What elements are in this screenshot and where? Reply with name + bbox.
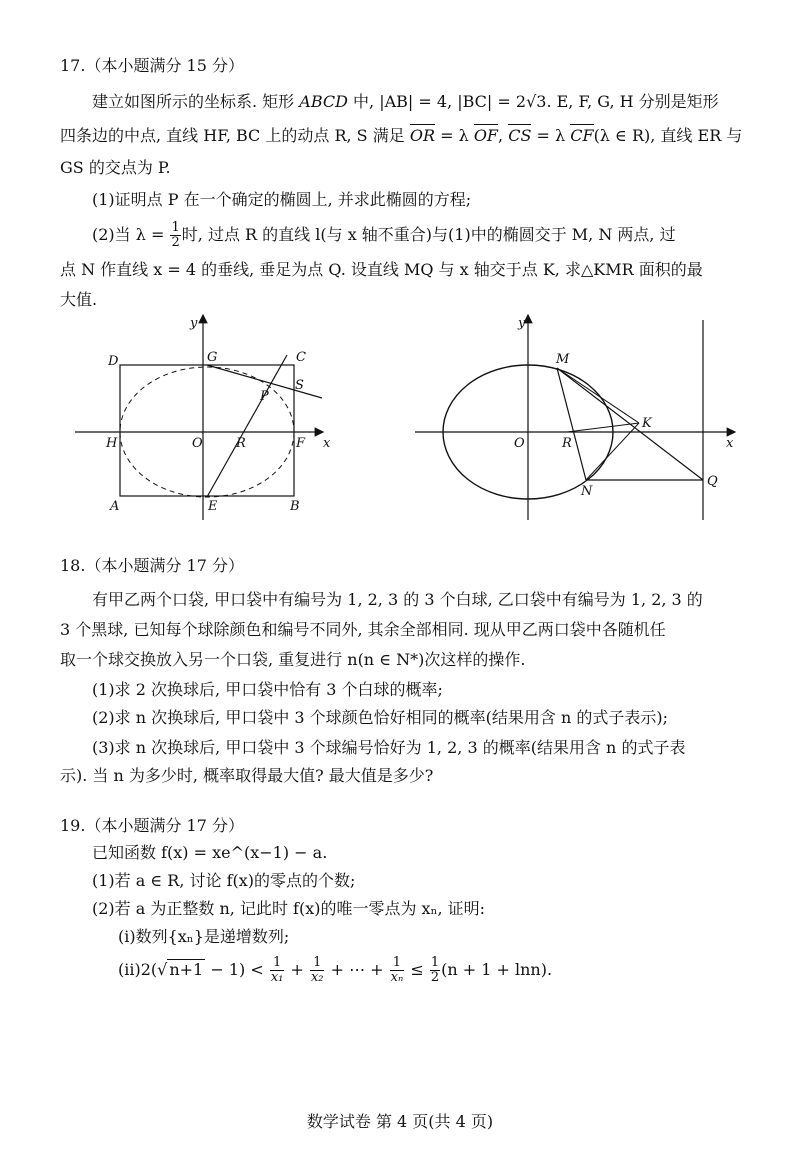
q19-given: 已知函数 f(x) = xe^(x−1) − a. bbox=[92, 843, 328, 862]
figure-rectangle-ellipse bbox=[60, 305, 360, 530]
label-x: x bbox=[726, 436, 734, 451]
q17-heading: 17.（本小题满分 15 分） bbox=[60, 56, 244, 75]
q17-l1-c: 中, |AB| = 4, |BC| = 2√3. E, F, G, H 分别是矩形 bbox=[347, 92, 719, 111]
label-R: R bbox=[562, 436, 572, 451]
q17-line1 bbox=[92, 92, 719, 112]
q19-part2-i: (ⅰ)数列{xₙ}是递增数列; bbox=[118, 927, 290, 946]
label-G: G bbox=[207, 350, 218, 365]
frac-num: 1 bbox=[270, 956, 285, 971]
q18-line2: 3 个黑球, 已知每个球除颜色和编号不同外, 其余全部相同. 现从甲乙两口袋中各随机任 bbox=[60, 620, 666, 639]
label-y: y bbox=[190, 316, 198, 331]
frac-den: x₂ bbox=[310, 970, 324, 985]
q19-heading: 19.（本小题满分 17 分） bbox=[60, 816, 244, 835]
q18-heading: 18.（本小题满分 17 分） bbox=[60, 556, 244, 575]
label-H: H bbox=[106, 436, 118, 451]
q17-l1-a: 建立如图所示的坐标系. 矩形 bbox=[92, 92, 300, 111]
q17-l2-b: = λ bbox=[435, 126, 474, 145]
label-E: E bbox=[208, 499, 218, 514]
q17-p2-b: 时, 过点 R 的直线 l(与 x 轴不重合)与(1)中的椭圆交于 M, N 两点, 过 bbox=[181, 225, 676, 244]
q17-line3: GS 的交点为 P. bbox=[60, 158, 171, 177]
q17-l1-b: ABCD bbox=[299, 92, 348, 111]
q17-l2-d: = λ bbox=[531, 126, 571, 145]
q17-part2 bbox=[92, 220, 676, 250]
rectangle-ABCD bbox=[120, 365, 294, 496]
sqrt-symbol: √ bbox=[157, 960, 168, 979]
frac-den: x₁ bbox=[270, 970, 284, 985]
q17-l2-c: , bbox=[498, 126, 509, 145]
pii-c: (n + 1 + lnn). bbox=[441, 960, 553, 979]
q19-part2: (2)若 a 为正整数 n, 记此时 f(x)的唯一零点为 xₙ, 证明: bbox=[92, 899, 486, 918]
q18-line3: 取一个球交换放入另一个口袋, 重复进行 n(n ∈ N*)次这样的操作. bbox=[60, 650, 526, 669]
q17-line2 bbox=[60, 126, 742, 146]
label-A: A bbox=[110, 499, 120, 514]
vector-CS: CS bbox=[508, 126, 532, 145]
fraction-one-half bbox=[170, 221, 180, 250]
sqrt-radicand: n+1 bbox=[169, 960, 204, 979]
label-P: P bbox=[260, 389, 269, 404]
q19-part2-ii bbox=[118, 952, 552, 988]
vector-CF: CF bbox=[570, 126, 594, 145]
fraction-1-x2 bbox=[310, 956, 325, 985]
label-O: O bbox=[192, 436, 203, 451]
frac-den: 2 bbox=[171, 235, 180, 250]
page-footer: 数学试卷 第 4 页(共 4 页) bbox=[306, 1112, 494, 1131]
plus-dots: + ⋯ + bbox=[325, 960, 389, 979]
q18-part3-line1: (3)求 n 次换球后, 甲口袋中 3 个球编号恰好为 1, 2, 3 的概率(结果用含 n 的式子表 bbox=[92, 738, 686, 757]
label-F: F bbox=[296, 436, 306, 451]
label-R: R bbox=[236, 436, 246, 451]
label-Q: Q bbox=[707, 474, 718, 489]
frac-den: xₙ bbox=[390, 970, 404, 985]
frac-den: 2 bbox=[430, 970, 440, 985]
frac-num: 1 bbox=[430, 955, 440, 970]
le-sign: ≤ bbox=[405, 960, 429, 979]
plus-1: + bbox=[285, 960, 309, 979]
q18-part2: (2)求 n 次换球后, 甲口袋中 3 个球颜色恰好相同的概率(结果用含 n 的式子表示); bbox=[92, 708, 669, 727]
label-M: M bbox=[556, 352, 570, 367]
label-N: N bbox=[581, 484, 593, 499]
frac-num: 1 bbox=[390, 956, 405, 971]
label-B: B bbox=[290, 499, 300, 514]
q17-l2-a: 四条边的中点, 直线 HF, BC 上的动点 R, S 满足 bbox=[60, 126, 410, 145]
pii-a: (ⅱ)2( bbox=[118, 960, 158, 979]
pii-b: − 1) < bbox=[205, 960, 269, 979]
label-S: S bbox=[295, 378, 304, 393]
vector-OF: OF bbox=[473, 126, 499, 145]
frac-num: 1 bbox=[171, 220, 180, 235]
label-x: x bbox=[323, 436, 331, 451]
q18-part3-line2: 示). 当 n 为多少时, 概率取得最大值? 最大值是多少? bbox=[60, 766, 434, 785]
segment-RK bbox=[567, 423, 639, 432]
frac-num: 1 bbox=[310, 956, 325, 971]
q17-part2-line2: 点 N 作直线 x = 4 的垂线, 垂足为点 Q. 设直线 MQ 与 x 轴交于点 K, 求△KMR 面积的最 bbox=[60, 260, 703, 279]
q18-line1: 有甲乙两个口袋, 甲口袋中有编号为 1, 2, 3 的 3 个白球, 乙口袋中有编号为 1, 2, 3 的 bbox=[92, 590, 703, 609]
q17-part2-line3: 大值. bbox=[60, 290, 98, 309]
fraction-1-xn bbox=[390, 956, 405, 985]
fraction-1-2 bbox=[430, 956, 440, 985]
figure-ellipse-kmr bbox=[410, 305, 760, 530]
q17-part1: (1)证明点 P 在一个确定的椭圆上, 并求此椭圆的方程; bbox=[92, 190, 472, 209]
q18-part1: (1)求 2 次换球后, 甲口袋中恰有 3 个白球的概率; bbox=[92, 680, 443, 699]
vector-OR: OR bbox=[409, 126, 435, 145]
label-y: y bbox=[518, 316, 526, 331]
fraction-1-x1 bbox=[270, 956, 285, 985]
q19-part1: (1)若 a ∈ R, 讨论 f(x)的零点的个数; bbox=[92, 871, 356, 890]
q17-l2-e: (λ ∈ R), 直线 ER 与 bbox=[593, 126, 743, 145]
label-C: C bbox=[296, 350, 306, 365]
label-O: O bbox=[514, 436, 525, 451]
label-K: K bbox=[642, 416, 652, 431]
q17-p2-a: (2)当 λ = bbox=[92, 225, 170, 244]
label-D: D bbox=[108, 354, 119, 369]
